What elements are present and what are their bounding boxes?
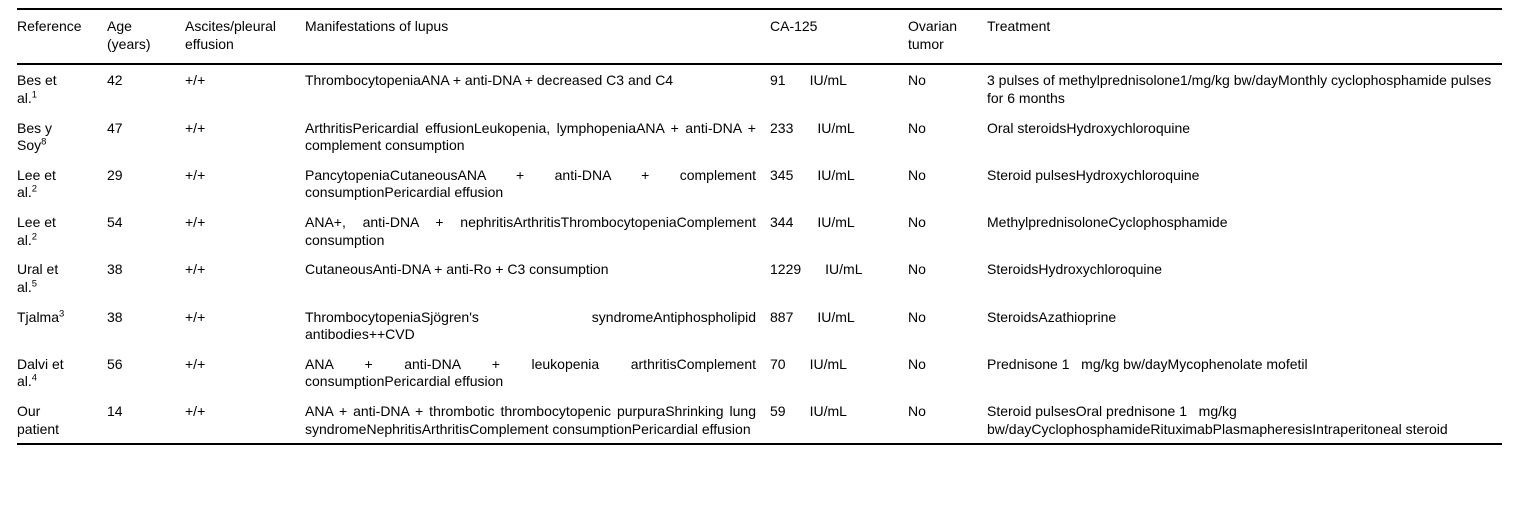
cell-ascites: +/+ (185, 72, 206, 89)
cell-ca125 (770, 207, 908, 254)
cell-reference (17, 207, 107, 254)
col-header-ca125: CA-125 (770, 9, 908, 64)
cell-treatment: 3 pulses of methylprednisolone1/mg/kg bw/dayMonthly cyclophosphamide pulses for 6 months (987, 72, 1492, 106)
table-row (17, 349, 1502, 396)
cell-ca125 (770, 302, 908, 349)
cell-treatment: SteroidsAzathioprine (987, 308, 1117, 325)
cell-age: 47 (107, 119, 123, 136)
cell-age: 56 (107, 355, 123, 372)
cell-reference (17, 160, 107, 207)
cell-manifestations: CutaneousAnti-DNA + anti-Ro + C3 consumption (305, 261, 609, 278)
reference-text: Lee et al. (17, 166, 56, 201)
ca125-value: 344 (770, 214, 794, 230)
ca125-value: 233 (770, 119, 794, 136)
reference-text: Our patient (17, 403, 60, 437)
reference-text: Ural et al. (17, 261, 59, 295)
cell-ascites: +/+ (185, 403, 206, 419)
ca125-value: 59 (770, 403, 786, 419)
cell-ca125 (770, 254, 908, 301)
cell-ovarian-tumor: No (908, 119, 926, 136)
cell-manifestations: ANA + anti-DNA + thrombotic thrombocytopenic purpuraShrinking lung syndromeNephritisArthritisComplement consumptionPericardial effusion (305, 403, 756, 437)
lupus-case-comparison-table (17, 8, 1502, 445)
ca125-value: 70 (770, 355, 786, 372)
cell-ascites: +/+ (185, 214, 206, 230)
reference-text: Tjalma (17, 308, 60, 325)
reference-superscript: 4 (31, 372, 38, 384)
cell-manifestations: ThrombocytopeniaSjögren's syndromeAntiphospholipid antibodies++CVD (305, 308, 756, 343)
cell-age: 29 (107, 166, 123, 183)
reference-superscript: 2 (31, 183, 38, 195)
reference-text: Bes y Soy (17, 119, 53, 154)
table-row (17, 207, 1502, 254)
cell-ovarian-tumor: No (908, 355, 926, 372)
ca125-unit: IU/mL (817, 308, 855, 325)
reference-superscript: 2 (31, 230, 38, 242)
ca125-unit: IU/mL (817, 119, 855, 136)
ca125-unit: IU/mL (809, 403, 847, 419)
cell-reference (17, 349, 107, 396)
table-row (17, 302, 1502, 349)
ca125-unit: IU/mL (817, 166, 855, 183)
col-header-reference: Reference (17, 9, 107, 64)
table-header (17, 9, 1502, 64)
cell-manifestations: PancytopeniaCutaneousANA + anti-DNA + complement consumptionPericardial effusion (305, 166, 756, 201)
cell-manifestations: ArthritisPericardial effusionLeukopenia, lymphopeniaANA + anti-DNA + complement consumption (305, 119, 756, 154)
cell-reference (17, 396, 107, 444)
cell-ca125 (770, 160, 908, 207)
cell-ovarian-tumor: No (908, 261, 926, 278)
reference-superscript: 1 (31, 89, 38, 101)
cell-ascites: +/+ (185, 119, 206, 136)
cell-treatment: Steroid pulsesHydroxychloroquine (987, 166, 1200, 183)
ca125-unit: IU/mL (809, 72, 847, 89)
cell-ovarian-tumor: No (908, 166, 926, 183)
cell-ovarian-tumor: No (908, 214, 926, 230)
cell-treatment: Oral steroidsHydroxychloroquine (987, 119, 1191, 136)
cell-treatment: Prednisone 1 mg/kg bw/dayMycophenolate mofetil (987, 355, 1308, 372)
cell-ascites: +/+ (185, 355, 206, 372)
cell-reference (17, 302, 107, 349)
cell-ca125 (770, 113, 908, 160)
reference-superscript: 8 (41, 136, 47, 148)
ca125-value: 1229 (770, 261, 802, 278)
cell-manifestations: ThrombocytopeniaANA + anti-DNA + decreased C3 and C4 (305, 72, 674, 89)
reference-superscript: 5 (31, 278, 38, 290)
cell-age: 38 (107, 308, 123, 325)
cell-ca125 (770, 349, 908, 396)
cell-treatment: Steroid pulsesOral prednisone 1 mg/kg bw/dayCyclophosphamideRituximabPlasmapheresisIntraperitoneal steroid (987, 403, 1448, 437)
ca125-unit: IU/mL (817, 214, 855, 230)
ca125-unit: IU/mL (825, 261, 863, 278)
header-row (17, 9, 1502, 64)
reference-text: Dalvi et al. (17, 355, 64, 390)
cell-manifestations: ANA+, anti-DNA + nephritisArthritisThrombocytopeniaComplement consumption (305, 214, 756, 248)
reference-text: Lee et al. (17, 214, 56, 248)
cell-reference (17, 113, 107, 160)
cell-ovarian-tumor: No (908, 72, 926, 89)
cell-ca125 (770, 396, 908, 444)
col-header-manifestations: Manifestations of lupus (305, 9, 770, 64)
cell-reference (17, 254, 107, 301)
table-row (17, 64, 1502, 112)
ca125-value: 91 (770, 72, 786, 89)
reference-superscript: 3 (59, 307, 65, 319)
table-body (17, 64, 1502, 444)
cell-treatment: MethylprednisoloneCyclophosphamide (987, 214, 1228, 230)
col-header-age: Age (years) (107, 9, 185, 64)
cell-ascites: +/+ (185, 308, 206, 325)
cell-treatment: SteroidsHydroxychloroquine (987, 261, 1163, 278)
col-header-ovarian-tumor: Ovarian tumor (908, 9, 987, 64)
cell-ascites: +/+ (185, 166, 206, 183)
ca125-value: 345 (770, 166, 794, 183)
cell-age: 54 (107, 214, 123, 230)
col-header-ascites: Ascites/pleural effusion (185, 9, 305, 64)
table-row (17, 396, 1502, 444)
reference-text: Bes et al. (17, 72, 57, 106)
col-header-treatment: Treatment (987, 9, 1502, 64)
table-row (17, 160, 1502, 207)
cell-age: 14 (107, 403, 123, 419)
cell-age: 38 (107, 261, 123, 278)
cell-ca125 (770, 64, 908, 112)
cell-reference (17, 64, 107, 112)
table-row (17, 254, 1502, 301)
cell-manifestations: ANA + anti-DNA + leukopenia arthritisComplement consumptionPericardial effusion (305, 355, 756, 390)
cell-ovarian-tumor: No (908, 403, 926, 419)
ca125-unit: IU/mL (809, 355, 847, 372)
table-row (17, 113, 1502, 160)
cell-ovarian-tumor: No (908, 308, 926, 325)
cell-ascites: +/+ (185, 261, 206, 278)
cell-age: 42 (107, 72, 123, 89)
ca125-value: 887 (770, 308, 794, 325)
